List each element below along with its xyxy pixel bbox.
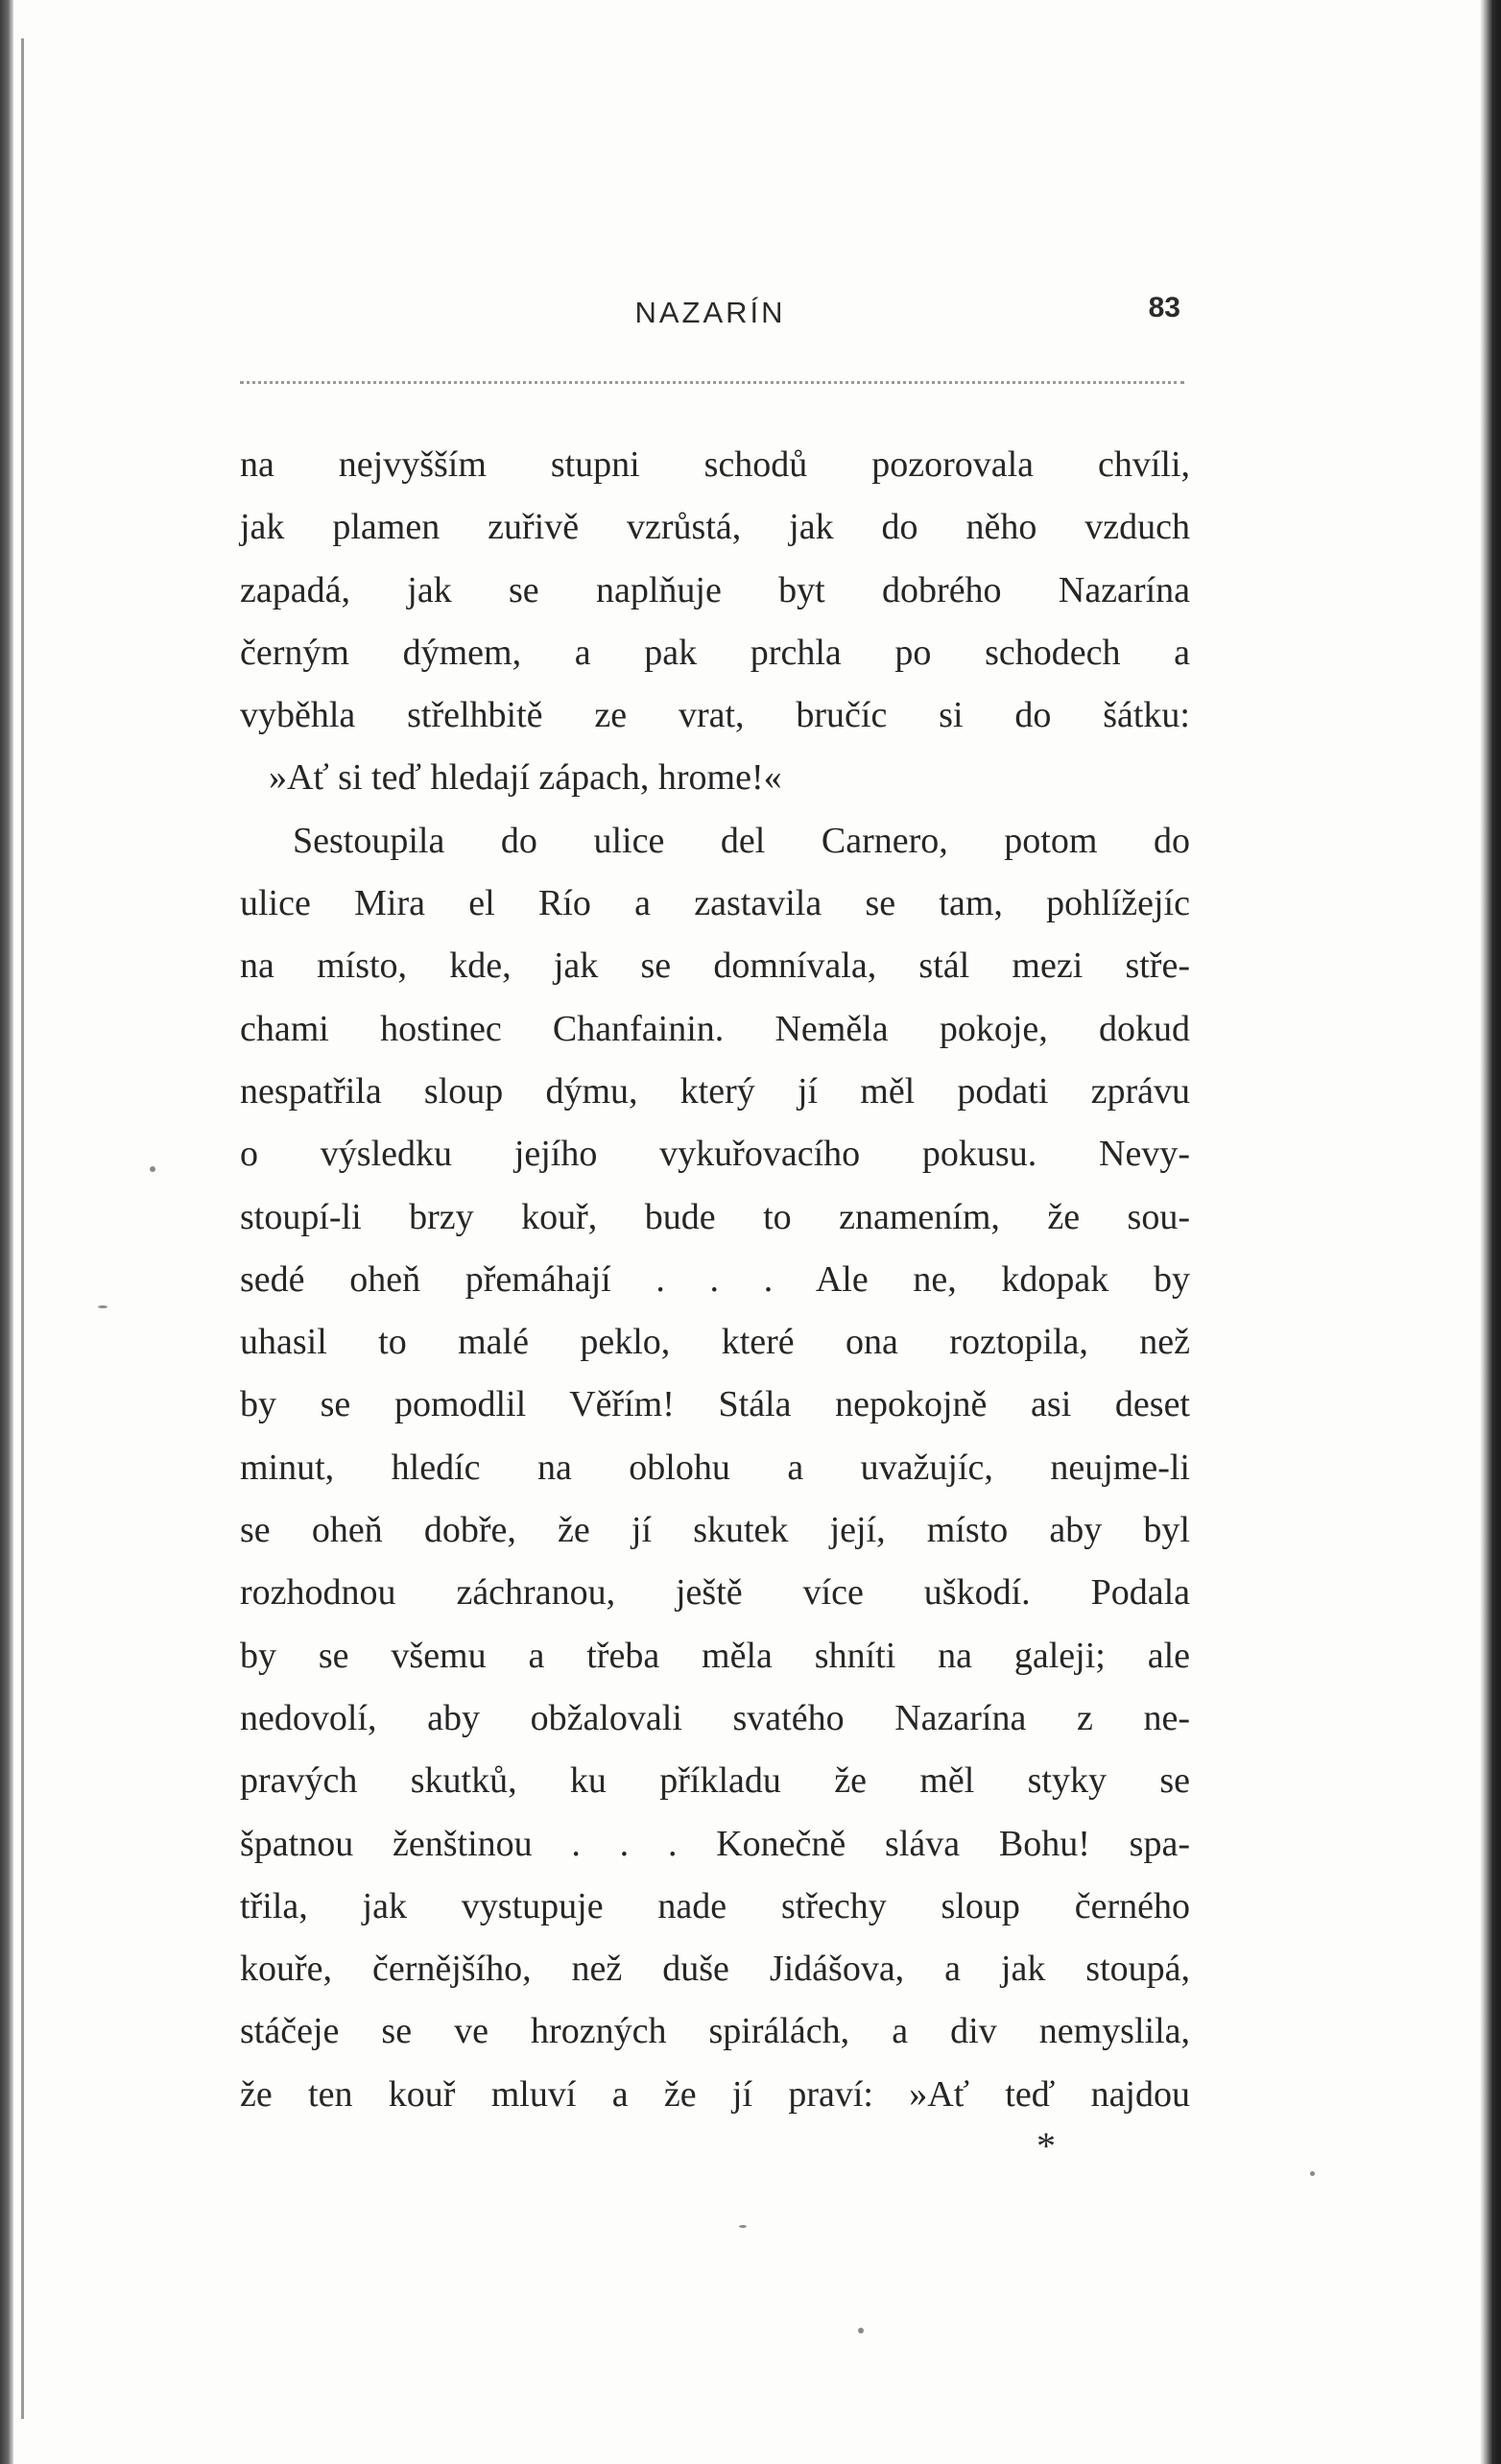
text-line: na místo, kde, jak se domnívala, stál mezi stře- bbox=[240, 945, 1190, 987]
text-line: rozhodnou záchranou, ještě více uškodí. Podala bbox=[240, 1572, 1190, 1614]
page-left-edge-shadow bbox=[0, 0, 13, 2464]
text-line: minut, hledíc na oblohu a uvažujíc, neujme-li bbox=[240, 1447, 1190, 1488]
text-line: třila, jak vystupuje nade střechy sloup černého bbox=[240, 1885, 1190, 1926]
header-dotted-rule bbox=[240, 381, 1184, 384]
text-line: Sestoupila do ulice del Carnero, potom do bbox=[293, 820, 1190, 861]
text-line: černým dýmem, a pak prchla po schodech a bbox=[240, 632, 1190, 673]
running-title: NAZARÍN bbox=[634, 296, 786, 329]
text-line: nespatřila sloup dýmu, který jí měl podati zprávu bbox=[240, 1070, 1190, 1112]
text-line: stáčeje se ve hrozných spirálách, a div nemyslila, bbox=[240, 2011, 1190, 2052]
text-line: chami hostinec Chanfainin. Neměla pokoje, dokud bbox=[240, 1008, 1190, 1049]
signature-mark: * bbox=[1036, 2124, 1056, 2167]
scan-speck bbox=[858, 2328, 864, 2333]
scan-speck bbox=[150, 1166, 155, 1172]
text-line: by se pomodlil Věřím! Stála nepokojně asi deset bbox=[240, 1384, 1190, 1425]
text-line: že ten kouř mluví a že jí praví: »Ať teď najdou bbox=[240, 2073, 1190, 2115]
text-line: stoupí-li brzy kouř, bude to znamením, že sou- bbox=[240, 1196, 1190, 1237]
scan-speck bbox=[1310, 2171, 1315, 2176]
text-line: »Ať si teď hledají zápach, hrome!« bbox=[269, 757, 782, 799]
text-line: vyběhla střelhbitě ze vrat, bručíc si do šátku: bbox=[240, 695, 1190, 736]
text-line: na nejvyšším stupni schodů pozorovala chvíli, bbox=[240, 444, 1190, 485]
text-line: kouře, černějšího, než duše Jidášova, a jak stoupá, bbox=[240, 1949, 1190, 1990]
text-line: by se všemu a třeba měla shníti na galeji; ale bbox=[240, 1635, 1190, 1676]
text-line: se oheň dobře, že jí skutek její, místo aby byl bbox=[240, 1510, 1190, 1551]
page-header bbox=[240, 292, 1180, 334]
body-text bbox=[240, 434, 1190, 2126]
page-left-binding-line bbox=[21, 38, 24, 2419]
scan-speck bbox=[739, 2225, 747, 2228]
text-line: uhasil to malé peklo, které ona roztopila, než bbox=[240, 1322, 1190, 1363]
page-right-edge-shadow bbox=[1480, 0, 1501, 2464]
text-line: špatnou ženštinou . . . Konečně sláva Bohu! spa- bbox=[240, 1823, 1190, 1864]
text-line: jak plamen zuřivě vzrůstá, jak do něho vzduch bbox=[240, 507, 1190, 548]
text-line: sedé oheň přemáhají . . . Ale ne, kdopak by bbox=[240, 1258, 1190, 1300]
text-line: pravých skutků, ku příkladu že měl styky se bbox=[240, 1760, 1190, 1802]
text-line: o výsledku jejího vykuřovacího pokusu. Nevy- bbox=[240, 1134, 1190, 1175]
text-line: zapadá, jak se naplňuje byt dobrého Nazarína bbox=[240, 569, 1190, 610]
page-number: 83 bbox=[1148, 292, 1180, 323]
text-line: ulice Mira el Río a zastavila se tam, pohlížejíc bbox=[240, 883, 1190, 924]
scan-speck bbox=[98, 1305, 107, 1308]
text-line: nedovolí, aby obžalovali svatého Nazarína z ne- bbox=[240, 1697, 1190, 1738]
